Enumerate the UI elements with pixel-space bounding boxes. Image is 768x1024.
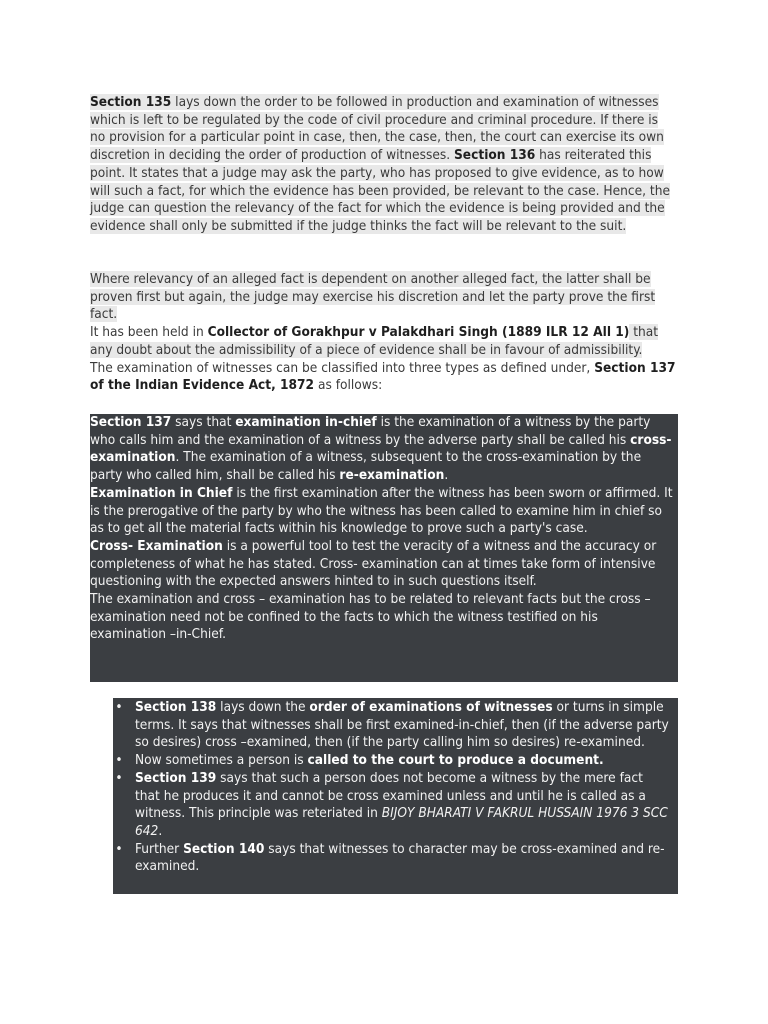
- list-item-section-139: • Section 139 says that such a person does not become a witness by the mere fact that he produces it and cannot be cross examined unless and until he is called as a witness. This principle was reteriated in BIJOY BHARATI V FAKRUL HUSSAIN 1976 3 SCC 642.: [115, 769, 668, 839]
- relevancy-text: Where relevancy of an alleged fact is dependent on another alleged fact, the latter shall be proven first but again, the judge may exercise his discretion and let the party prove the first fact.: [90, 271, 656, 323]
- bullet-list: [113, 699, 669, 876]
- list-item-document: • Now sometimes a person is called to the court to produce a document.: [115, 752, 604, 769]
- list-item-section-138: • Section 138 lays down the order of examinations of witnesses or turns in simple terms. It says that witnesses shall be first examined-in-chief, then (if the adverse party so desires) cross –examined, then (if the party calling him so desires) re-examined.: [115, 699, 669, 751]
- highlighted-text: Section 135 lays down the order to be followed in production and examination of witnesses which is left to be regulated by the code of civil procedure and criminal procedure. If there is no provision for a particular point in case, then, the case, then, the court can exercise its own discretion in deciding the order of production of witnesses. Section 136 has reiterated this point. It states that a judge may ask the party, who has proposed to give evidence, as to how will such a fact, for which the evidence has been provided, be relevant to the case. Hence, the judge can question the relevancy of the fact for which the evidence is being provided and the evidence shall only be submitted if the judge thinks the fact will be relevant to the suit.: [90, 94, 670, 234]
- list-item-section-140: • Further Section 140 says that witnesses to character may be cross-examined and re-examined.: [115, 840, 665, 875]
- paragraph-relevancy: [90, 271, 676, 395]
- section-137-definition: Section 137 says that examination in-chief is the examination of a witness by the party who calls him and the examination of a witness by the adverse party shall be called his cross-examination. The examination of a witness, subsequent to the cross-examination by the party who called him, shall be called his re-examination.: [90, 414, 672, 484]
- section-137-box: [90, 414, 678, 682]
- sections-138-140-box: [113, 698, 678, 894]
- examination-in-chief-paragraph: Examination in Chief is the first examination after the witness has been sworn or affirmed. It is the prerogative of the party by who the witness has been called to examine him in chief so as to get all the material facts within his knowledge to prove such a party's case.: [90, 484, 673, 537]
- section-136-heading: Section 136: [454, 147, 536, 164]
- relevant-facts-paragraph: The examination and cross – examination has to be related to relevant facts but the cross –examination need not be confined to the facts to which the witness testified on his examination –in-Chief.: [90, 591, 651, 643]
- section-137-act: Section 137 of the Indian Evidence Act, 1872: [90, 359, 676, 394]
- case-citation: BIJOY BHARATI V FAKRUL HUSSAIN 1976 3 SCC 642: [135, 805, 668, 839]
- cross-examination-paragraph: Cross- Examination is a powerful tool to test the veracity of a witness and the accuracy or completeness of what he has stated. Cross- examination can at times take form of intensive questioning with the expected answers hinted to in such questions itself.: [90, 537, 657, 590]
- paragraph-sections-135-136: [90, 94, 676, 236]
- section-135-heading: Section 135: [90, 94, 172, 110]
- case-citation-line: It has been held in Collector of Gorakhpur v Palakdhari Singh (1889 ILR 12 All 1) that any doubt about the admissibility of a piece of evidence shall be in favour of admissibility.: [90, 324, 659, 358]
- classification-line: The examination of witnesses can be classified into three types as defined under, Section 137 of the Indian Evidence Act, 1872 as follows:: [90, 359, 676, 394]
- case-name: Collector of Gorakhpur v Palakdhari Singh (1889 ILR 12 All 1): [207, 324, 630, 341]
